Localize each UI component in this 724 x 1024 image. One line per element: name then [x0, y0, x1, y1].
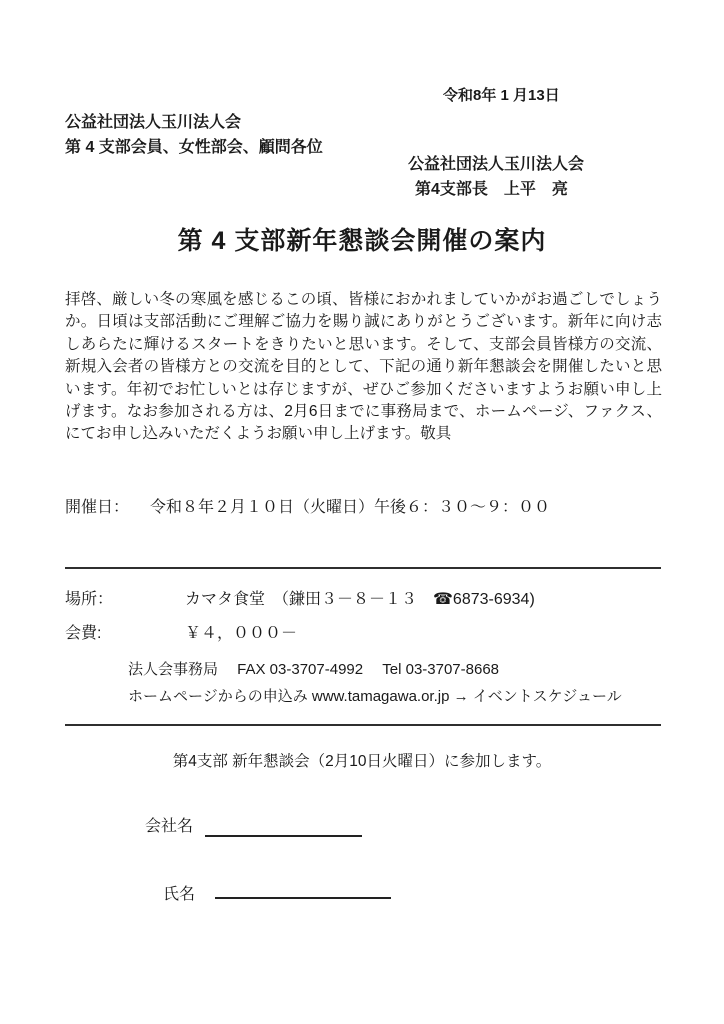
- contact-homepage: ホームページからの申込み www.tamagawa.or.jp → イベントスケジュール: [128, 688, 622, 705]
- venue-value: カマタ食堂 （鎌田３－８－１３ ☎6873-6934): [185, 591, 535, 608]
- reply-statement: 第4支部 新年懇談会（2月10日火曜日）に参加します。: [172, 753, 552, 770]
- sender-name: 第4支部長 上平 亮: [415, 181, 568, 198]
- recipient-addressees: 第 4 支部会員、女性部会、顧問各位: [65, 139, 323, 156]
- sender-organization: 公益社団法人玉川法人会: [408, 156, 585, 173]
- schedule-value: 令和８年２月１０日（火曜日）午後６：３０～９：００: [150, 499, 551, 516]
- contact-fax-tel: 法人会事務局 FAX 03-3707-4992 Tel 03-3707-8668: [128, 661, 500, 678]
- company-name-blank-line: [205, 815, 362, 837]
- company-name-label: 会社名: [145, 818, 194, 835]
- contact-block: [128, 656, 622, 710]
- venue-label: 場所：: [65, 591, 114, 608]
- sender-block: [408, 152, 584, 202]
- divider-bottom: [65, 724, 661, 726]
- fee-value: ￥４，０００－: [185, 625, 298, 642]
- person-name-label: 氏名: [163, 886, 196, 903]
- divider-top: [65, 567, 661, 569]
- recipient-organization: 公益社団法人玉川法人会: [65, 114, 242, 131]
- schedule-label: 開催日：: [65, 499, 130, 516]
- document-title: 第 4 支部新年懇談会開催の案内: [177, 227, 547, 255]
- person-name-blank-line: [215, 877, 391, 899]
- document-date: 令和8年 1 月13日: [443, 87, 560, 104]
- fee-label: 会費:: [65, 625, 102, 642]
- greeting-body-paragraph: 拝啓、厳しい冬の寒風を感じるこの頃、皆様におかれましていかがお過ごしでしょうか。日頃は支部活動にご理解ご協力を賜り誠にありがとうございます。新年に向け志しあらたに輝けるスタートをきりたいと思います。そして、支部会員皆様方の交流、新規入会者の皆様方との交流を目的として、下記の通り新年懇談会を開催したいと思います。年初でお忙しいとは存じますが、ぜひご参加くださいますようお願い申し上げます。なお参加される方は、2月6日までに事務局まで、ホームページ、ファクス、にてお申し込みいただくようお願い申し上げます。敬具: [65, 291, 662, 443]
